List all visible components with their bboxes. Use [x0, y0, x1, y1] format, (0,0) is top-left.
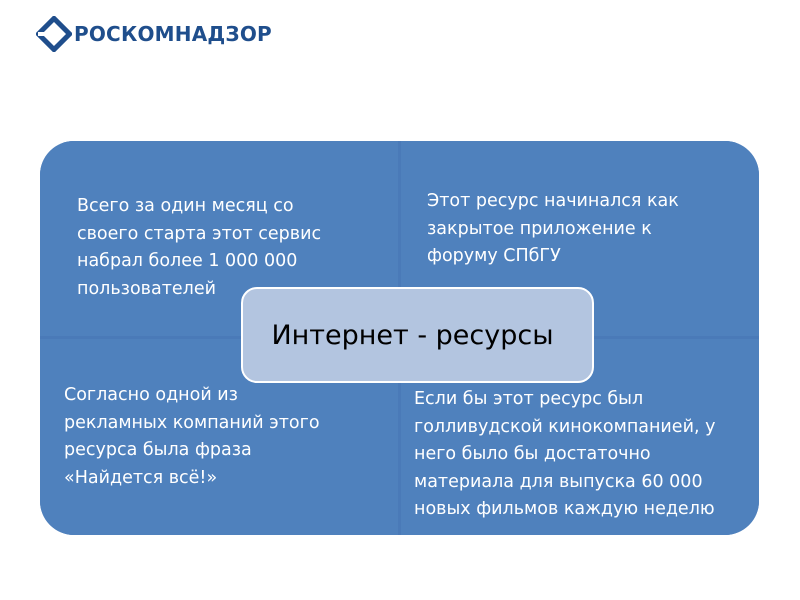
roskomnadzor-emblem-icon	[36, 16, 72, 52]
quadrant-bottom-right-text: Если бы этот ресурс был голливудской кинокомпанией, у него было бы достаточно материала для выпуска 60 000 новых фильмов каждую неделю	[414, 389, 716, 519]
quadrant-top-left-text: Всего за один месяц со своего старта этот сервис набрал более 1 000 000 пользователей	[77, 196, 322, 299]
center-title: Интернет - ресурсы	[271, 319, 554, 351]
center-title-box	[241, 287, 594, 383]
quadrant-top-right-text: Этот ресурс начинался как закрытое приложение к форуму СПбГУ	[427, 191, 679, 266]
quadrant-bottom-left-text: Согласно одной из рекламных компаний этого ресурса была фраза «Найдется всё!»	[64, 385, 320, 488]
roskomnadzor-logo	[36, 14, 272, 54]
logo-text: РОСКОМНАДЗОР	[74, 22, 272, 46]
